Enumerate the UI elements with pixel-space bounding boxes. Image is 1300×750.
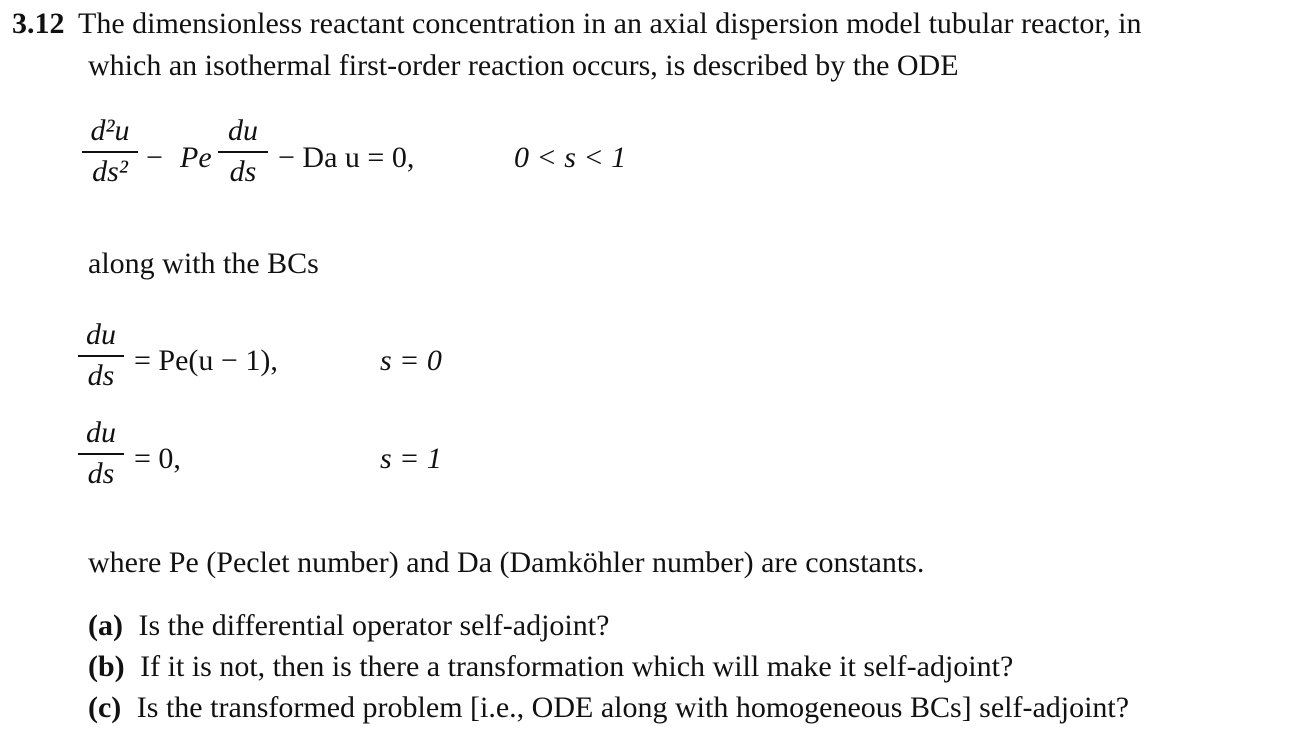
bc2-condition: s = 1: [380, 442, 442, 475]
bc1-condition: s = 0: [380, 344, 442, 377]
bc1-rhs: = Pe(u − 1),: [134, 344, 278, 377]
problem-number: 3.12: [12, 7, 65, 40]
bc1-fraction: [78, 318, 124, 393]
bc1-denominator: ds: [87, 358, 115, 392]
ode-frac2-numerator: du: [228, 114, 258, 147]
bc2-fraction: [78, 416, 124, 491]
part-c-label: (c): [88, 691, 122, 724]
ode-second-derivative-fraction: [82, 114, 138, 189]
ode-minus-1: −: [146, 141, 163, 174]
ode-frac1-numerator: d²u: [90, 114, 130, 147]
ode-frac2-denominator: ds: [229, 154, 257, 188]
ode-first-derivative-fraction: [218, 114, 268, 189]
fraction-bar: [78, 453, 124, 455]
bc2-numerator: du: [86, 416, 116, 449]
bc2-denominator: ds: [87, 456, 115, 490]
ode-frac1-denominator: ds²: [92, 154, 128, 188]
fraction-bar: [78, 355, 124, 357]
fraction-bar: [82, 151, 138, 153]
ode-pe: Pe: [180, 141, 212, 174]
problem-text-line-1: The dimensionless reactant concentration in an axial dispersion model tubular reactor, in: [78, 7, 1142, 40]
part-a-label: (a): [88, 609, 123, 642]
bc1-numerator: du: [86, 318, 116, 351]
ode-domain: 0 < s < 1: [514, 141, 627, 174]
part-b-text: If it is not, then is there a transformation which will make it self-adjoint?: [140, 650, 1014, 683]
part-b: [88, 649, 1013, 685]
bc-intro: along with the BCs: [88, 247, 319, 280]
part-b-label: (b): [88, 650, 125, 683]
ode-remainder: − Da u = 0,: [278, 141, 415, 174]
problem-heading: [12, 6, 1141, 42]
constants-line: where Pe (Peclet number) and Da (Damköhler number) are constants.: [88, 546, 925, 579]
part-a-text: Is the differential operator self-adjoint?: [138, 609, 610, 642]
problem-text-line-2: which an isothermal first-order reaction occurs, is described by the ODE: [88, 49, 959, 82]
part-c-text: Is the transformed problem [i.e., ODE along with homogeneous BCs] self-adjoint?: [136, 691, 1130, 724]
bc2-rhs: = 0,: [134, 442, 181, 475]
part-c: [88, 690, 1129, 726]
fraction-bar: [218, 151, 268, 153]
part-a: [88, 608, 609, 644]
